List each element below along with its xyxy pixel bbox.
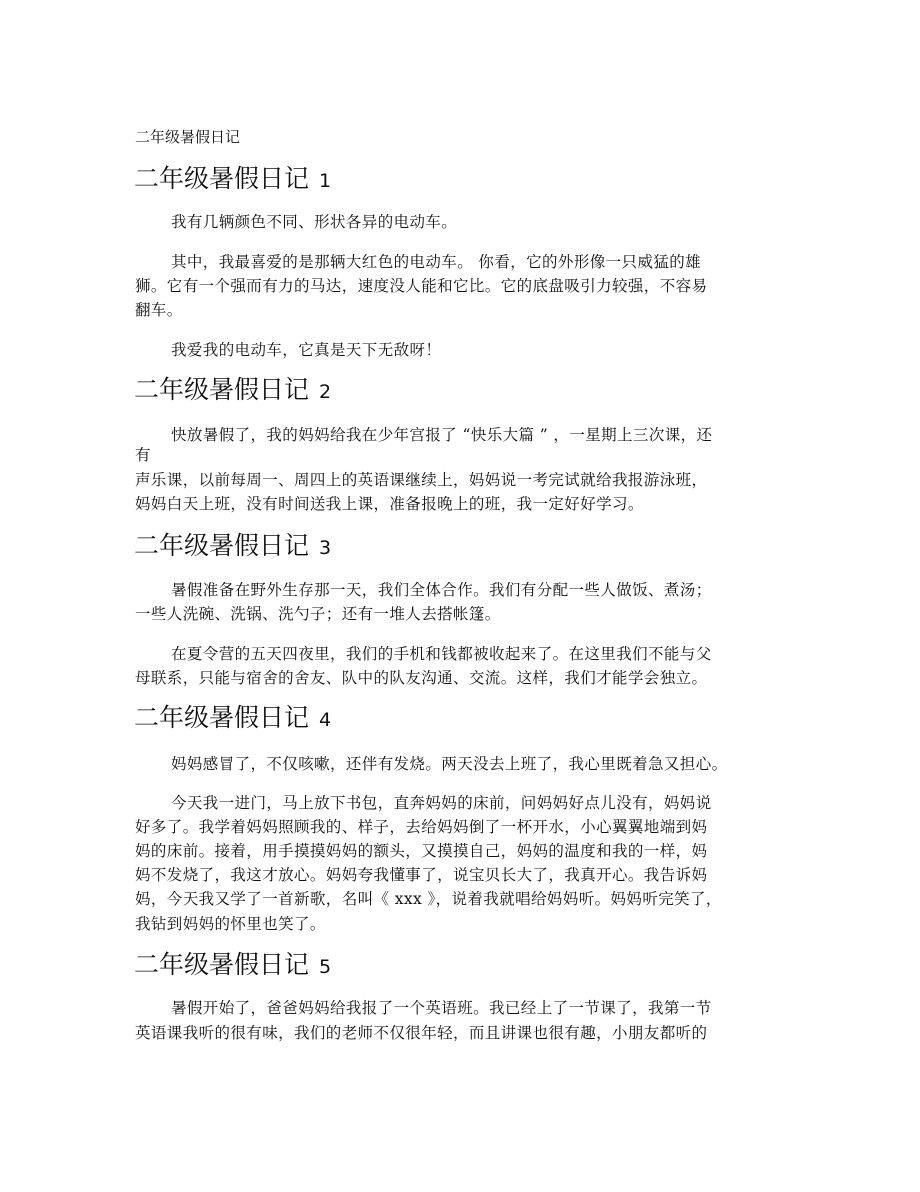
paragraph-line: 快放暑假了，我的妈妈给我在少年宫报了 “快乐大篇 ” ，一星期上三次课，还	[171, 426, 713, 444]
paragraph-line: 妈妈白天上班，没有时间送我上课，准备报晚上的班，我一定好好学习。	[135, 495, 644, 513]
paragraph-line: 声乐课，以前每周一、周四上的英语课继续上，妈妈说一考完试就给我报游泳班，	[135, 471, 708, 489]
paragraph-line: 妈不发烧了，我这才放心。妈妈夸我懂事了，说宝贝长大了，我真开心。我告诉妈	[135, 866, 708, 884]
paragraph-line: 母联系，只能与宿舍的舍友、队中的队友沟通、交流。这样，我们才能学会独立。	[135, 669, 708, 687]
section-heading-text: 二年级暑假日记	[134, 531, 310, 560]
paragraph-line: 狮。它有一个强而有力的马达，速度没人能和它比。它的底盘吸引力较强，不容易	[135, 277, 708, 295]
paragraph-line: 妈，今天我又学了一首新歌，名叫《 xxx 》，说着我就唱给妈妈听。妈妈听完笑了，	[135, 890, 722, 908]
section-heading-3	[134, 531, 331, 563]
section-heading-4	[134, 703, 331, 735]
document-title: 二年级暑假日记	[135, 128, 241, 146]
paragraph-line: 其中，我最喜爱的是那辆大红色的电动车。 你看，它的外形像一只威猛的雄	[171, 253, 702, 271]
paragraph-line: 暑假准备在野外生存那一天，我们全体合作。我们有分配一些人做饭、煮汤；	[171, 581, 712, 599]
section-heading-number: 5	[319, 956, 332, 978]
section-heading-number: 4	[319, 709, 332, 731]
section-heading-text: 二年级暑假日记	[134, 164, 310, 193]
paragraph-line: 一些人洗碗、洗锅、洗勺子；还有一堆人去搭帐篷。	[135, 605, 501, 623]
section-heading-1	[134, 164, 331, 196]
paragraph-line: 妈妈感冒了，不仅咳嗽，还伴有发烧。两天没去上班了，我心里既着急又担心。	[171, 755, 728, 773]
section-heading-2	[134, 375, 331, 407]
paragraph-line: 今天我一进门，马上放下书包，直奔妈妈的床前，问妈妈好点儿没有，妈妈说	[171, 794, 712, 812]
paragraph-line: 我爱我的电动车，它真是天下无敌呀！	[171, 341, 442, 359]
paragraph-line: 暑假开始了，爸爸妈妈给我报了一个英语班。我已经上了一节课了，我第一节	[171, 999, 712, 1017]
paragraph-line: 我有几辆颜色不同、形状各异的电动车。	[171, 213, 458, 231]
section-heading-text: 二年级暑假日记	[134, 950, 310, 979]
paragraph-line: 我钻到妈妈的怀里也笑了。	[135, 915, 326, 933]
paragraph-line: 妈的床前。接着，用手摸摸妈妈的额头，又摸摸自己，妈妈的温度和我的一样，妈	[135, 842, 708, 860]
section-heading-number: 1	[319, 170, 332, 192]
paragraph-line: 好多了。我学着妈妈照顾我的、样子，去给妈妈倒了一杯开水，小心翼翼地端到妈	[135, 818, 708, 836]
section-heading-5	[134, 950, 331, 982]
paragraph-line: 英语课我听的很有味，我们的老师不仅很年轻，而且讲课也很有趣，小朋友都听的	[135, 1024, 708, 1042]
paragraph-line: 在夏令营的五天四夜里，我们的手机和钱都被收起来了。在这里我们不能与父	[171, 645, 712, 663]
section-heading-text: 二年级暑假日记	[134, 375, 310, 404]
paragraph-line: 翻车。	[135, 301, 183, 319]
paragraph-line: 有	[135, 446, 151, 464]
section-heading-text: 二年级暑假日记	[134, 703, 310, 732]
section-heading-number: 2	[319, 381, 332, 403]
section-heading-number: 3	[319, 537, 332, 559]
